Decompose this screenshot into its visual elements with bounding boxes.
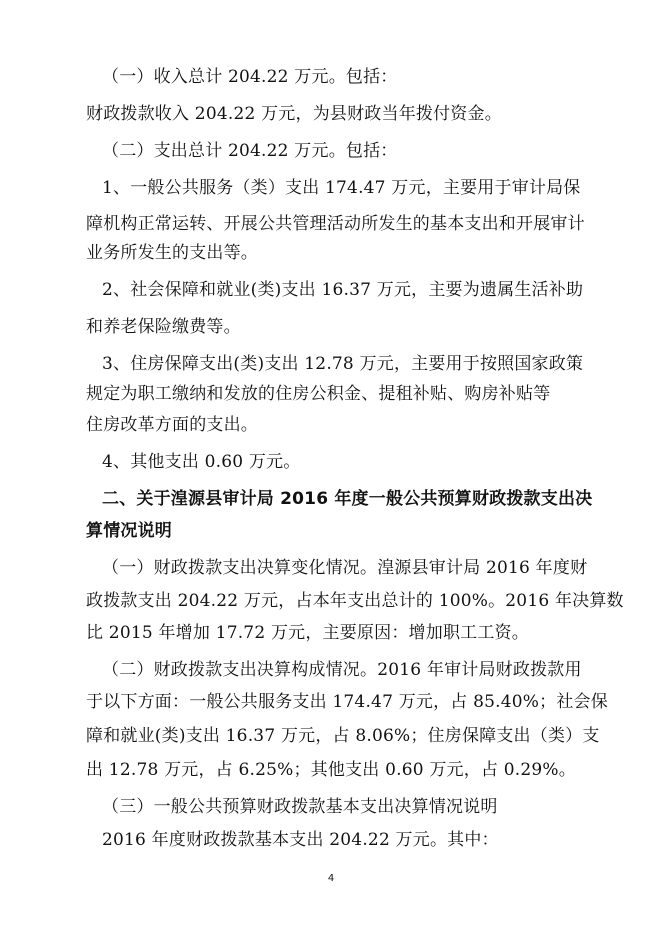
paragraph-expense-total: （二）支出总计 204.22 万元。包括：	[102, 141, 398, 161]
paragraph-structure-line2: 于以下方面：一般公共服务支出 174.47 万元，占 85.40%；社会保	[86, 692, 608, 712]
paragraph-change-line3: 比 2015 年增加 17.72 万元，主要原因：增加职工工资。	[86, 623, 529, 643]
paragraph-income-total: （一）收入总计 204.22 万元。包括：	[102, 67, 398, 87]
page-number: 4	[327, 873, 335, 884]
section-heading-line2: 算情况说明	[86, 521, 172, 541]
paragraph-fiscal-allocation-income: 财政拨款收入 204.22 万元，为县财政当年拨付资金。	[86, 104, 502, 124]
paragraph-structure-line1: （二）财政拨款支出决算构成情况。2016 年审计局财政拨款用	[102, 660, 582, 680]
paragraph-item2-line1: 2、社会保障和就业(类)支出 16.37 万元，主要为遗属生活补助	[102, 280, 584, 300]
paragraph-item4: 4、其他支出 0.60 万元。	[102, 452, 301, 472]
paragraph-basic-expense-total: 2016 年度财政拨款基本支出 204.22 万元。其中：	[102, 830, 499, 850]
paragraph-basic-expense-heading: （三）一般公共预算财政拨款基本支出决算情况说明	[102, 797, 498, 817]
paragraph-item1-line1: 1、一般公共服务（类）支出 174.47 万元，主要用于审计局保	[102, 178, 581, 198]
paragraph-structure-line4: 出 12.78 万元，占 6.25%；其他支出 0.60 万元，占 0.29%。	[86, 760, 576, 780]
paragraph-item3-line3: 住房改革方面的支出。	[86, 415, 258, 435]
paragraph-item3-line1: 3、住房保障支出(类)支出 12.78 万元，主要用于按照国家政策	[102, 354, 584, 374]
paragraph-item2-line2: 和养老保险缴费等。	[86, 317, 241, 337]
paragraph-structure-line3: 障和就业(类)支出 16.37 万元，占 8.06%；住房保障支出（类）支	[86, 726, 600, 746]
paragraph-item3-line2: 规定为职工缴纳和发放的住房公积金、提租补贴、购房补贴等	[86, 384, 551, 404]
paragraph-item1-line3: 业务所发生的支出等。	[86, 243, 258, 263]
paragraph-item1-line2: 障机构正常运转、开展公共管理活动所发生的基本支出和开展审计	[86, 214, 585, 234]
paragraph-change-line1: （一）财政拨款支出决算变化情况。湟源县审计局 2016 年度财	[102, 558, 588, 578]
paragraph-change-line2: 政拨款支出 204.22 万元，占本年支出总计的 100%。2016 年决算数	[86, 591, 624, 611]
section-heading-line1: 二、关于湟源县审计局 2016 年度一般公共预算财政拨款支出决	[102, 489, 593, 509]
